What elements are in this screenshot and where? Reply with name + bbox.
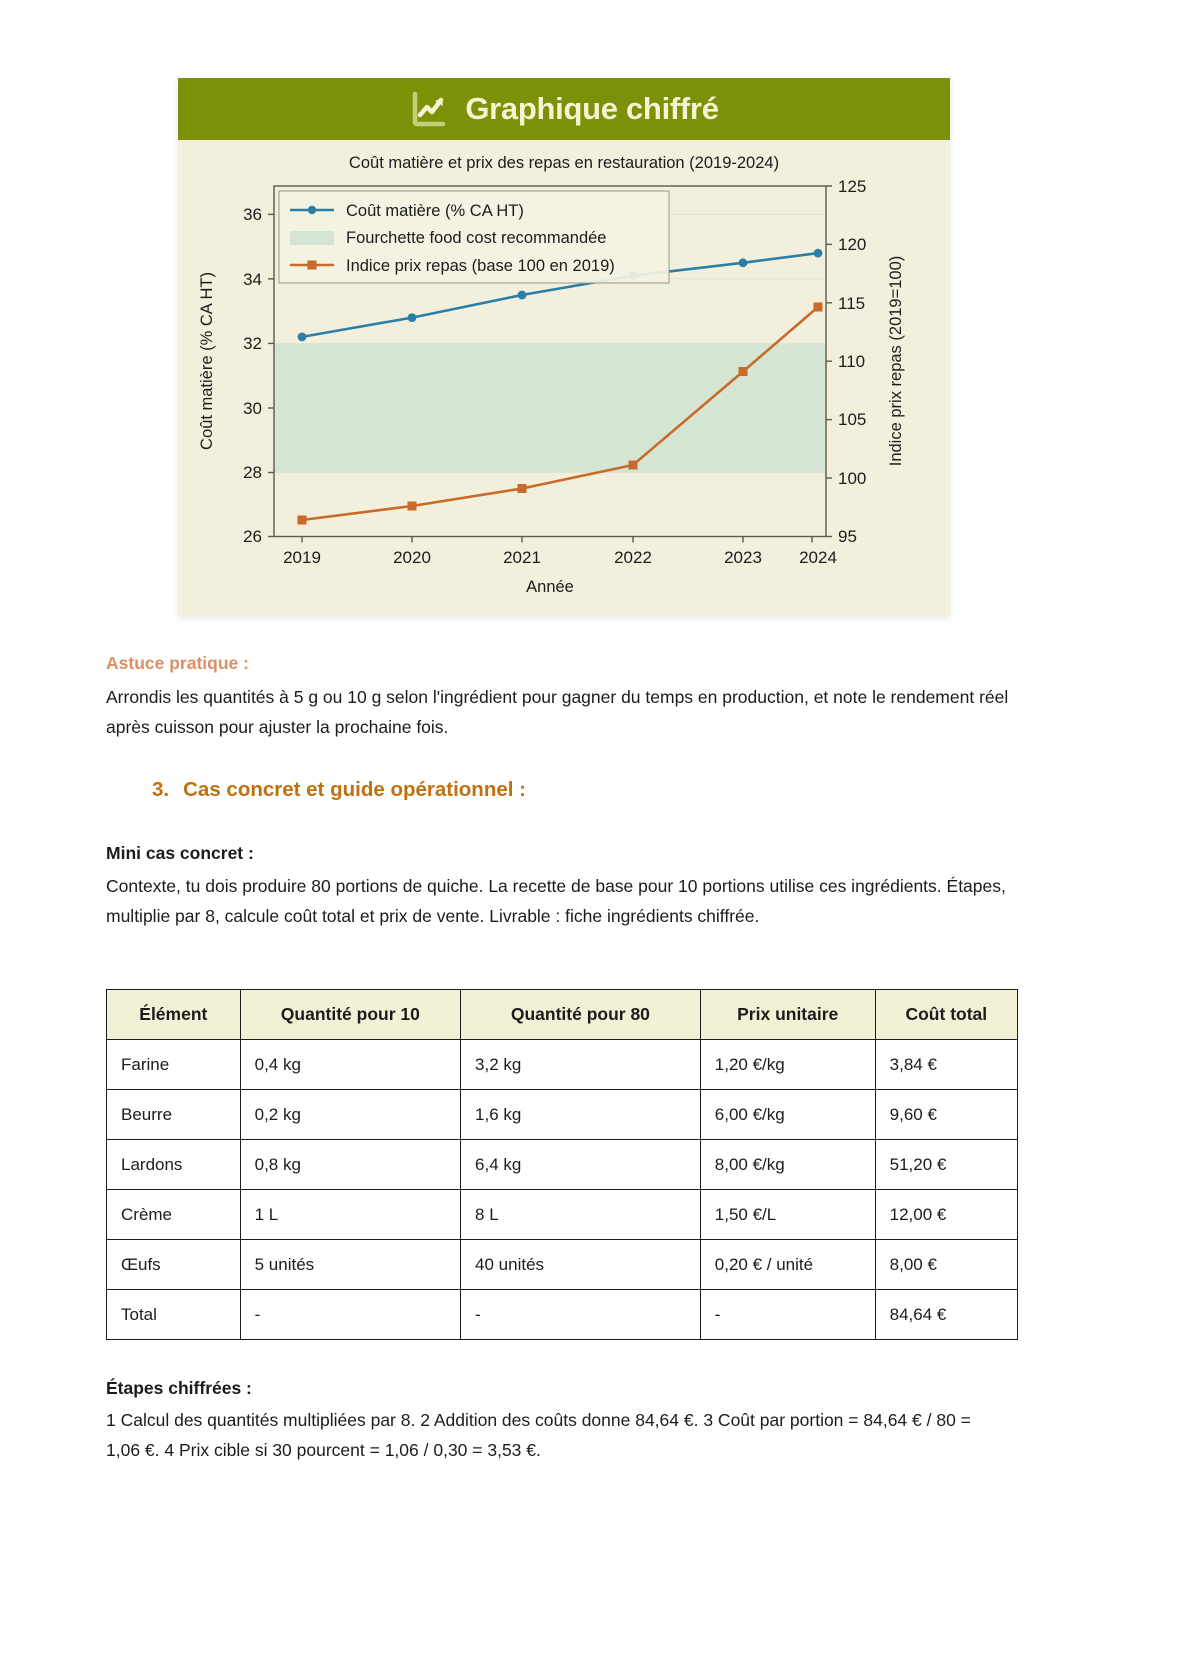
table-row	[107, 1140, 1018, 1190]
cell-element: Total	[107, 1290, 241, 1340]
table-header-totalcost: Coût total	[875, 990, 1017, 1040]
svg-text:2024: 2024	[799, 548, 837, 567]
cell-qty10: 0,2 kg	[240, 1090, 460, 1140]
cell-qty80: 40 unités	[461, 1240, 701, 1290]
chart-card	[178, 78, 950, 616]
svg-text:26: 26	[243, 527, 262, 546]
table-row	[107, 1240, 1018, 1290]
chart-banner	[178, 78, 950, 140]
svg-text:28: 28	[243, 463, 262, 482]
cell-qty10: 1 L	[240, 1190, 460, 1240]
svg-text:115: 115	[838, 294, 866, 313]
case-label: Mini cas concret :	[106, 843, 254, 863]
cell-qty10: 5 unités	[240, 1240, 460, 1290]
x-axis	[283, 537, 837, 597]
svg-text:2023: 2023	[724, 548, 762, 567]
svg-text:95: 95	[838, 527, 857, 546]
cell-element: Œufs	[107, 1240, 241, 1290]
table-row	[107, 1090, 1018, 1140]
svg-text:120: 120	[838, 235, 867, 254]
steps-label: Étapes chiffrées :	[106, 1378, 252, 1398]
cell-qty80: -	[461, 1290, 701, 1340]
cell-qty80: 3,2 kg	[461, 1040, 701, 1090]
cell-qty10: 0,4 kg	[240, 1040, 460, 1090]
svg-text:32: 32	[243, 334, 262, 353]
cell-qty80: 6,4 kg	[461, 1140, 701, 1190]
cell-qty10: -	[240, 1290, 460, 1340]
cell-unitprice: -	[700, 1290, 875, 1340]
cell-totalcost: 84,64 €	[875, 1290, 1017, 1340]
cell-qty10: 0,8 kg	[240, 1140, 460, 1190]
legend-item-indice-prix: Indice prix repas (base 100 en 2019)	[346, 257, 615, 275]
chart-plot	[178, 140, 950, 616]
y-axis-left	[198, 205, 274, 546]
svg-text:100: 100	[838, 469, 867, 488]
table-row	[107, 1040, 1018, 1090]
tip-label: Astuce pratique :	[106, 653, 249, 673]
cell-unitprice: 6,00 €/kg	[700, 1090, 875, 1140]
y-axis-right	[826, 177, 905, 546]
cell-element: Crème	[107, 1190, 241, 1240]
svg-text:110: 110	[838, 352, 866, 371]
cell-qty80: 8 L	[461, 1190, 701, 1240]
cell-element: Lardons	[107, 1140, 241, 1190]
cell-totalcost: 12,00 €	[875, 1190, 1017, 1240]
cell-qty80: 1,6 kg	[461, 1090, 701, 1140]
table-body	[107, 1040, 1018, 1340]
tip-text: Arrondis les quantités à 5 g ou 10 g selon l'ingrédient pour gagner du temps en production, et note le rendement réel après cuisson pour ajuster la prochaine fois.	[106, 687, 1009, 737]
cell-unitprice: 1,50 €/L	[700, 1190, 875, 1240]
table-header-row	[107, 990, 1018, 1040]
legend-item-cout-matiere: Coût matière (% CA HT)	[346, 202, 524, 220]
section-heading	[152, 778, 526, 802]
table-header-unitprice: Prix unitaire	[700, 990, 875, 1040]
line-chart-icon	[409, 89, 449, 129]
cost-table	[106, 989, 1018, 1340]
cell-totalcost: 3,84 €	[875, 1040, 1017, 1090]
svg-text:2021: 2021	[503, 548, 541, 567]
cell-unitprice: 0,20 € / unité	[700, 1240, 875, 1290]
y-axis-right-label: Indice prix repas (2019=100)	[887, 255, 905, 467]
table-header-element: Élément	[107, 990, 241, 1040]
chart-title: Coût matière et prix des repas en restauration (2019-2024)	[348, 154, 780, 172]
cell-element: Farine	[107, 1040, 241, 1090]
x-axis-label: Année	[526, 578, 574, 596]
legend-item-fourchette: Fourchette food cost recommandée	[346, 229, 607, 247]
svg-text:34: 34	[243, 270, 262, 289]
table-row	[107, 1190, 1018, 1240]
section-title: Cas concret et guide opérationnel :	[183, 778, 526, 801]
chart-body	[178, 140, 950, 616]
table-row-total	[107, 1290, 1018, 1340]
chart-banner-title: Graphique chiffré	[465, 91, 719, 126]
cell-unitprice: 1,20 €/kg	[700, 1040, 875, 1090]
steps-text: 1 Calcul des quantités multipliées par 8. 2 Addition des coûts donne 84,64 €. 3 Coût par portion = 84,64 € / 80 = 1,06 €. 4 Prix cible si 30 pourcent = 1,06 / 0,30 = 3,53 €.	[106, 1410, 971, 1460]
svg-text:2019: 2019	[283, 548, 321, 567]
svg-text:2022: 2022	[614, 548, 652, 567]
table-header-qty10: Quantité pour 10	[240, 990, 460, 1040]
case-text: Contexte, tu dois produire 80 portions de quiche. La recette de base pour 10 portions utilise ces ingrédients. Étapes, multiplie par 8, calcule coût total et prix de vente. Livrable : fiche ingrédients chiffrée.	[106, 876, 1006, 926]
svg-text:125: 125	[838, 177, 867, 196]
cell-unitprice: 8,00 €/kg	[700, 1140, 875, 1190]
svg-text:36: 36	[243, 205, 262, 224]
cell-element: Beurre	[107, 1090, 241, 1140]
section-number: 3.	[152, 778, 170, 801]
cell-totalcost: 9,60 €	[875, 1090, 1017, 1140]
chart-legend	[279, 191, 669, 283]
svg-text:2020: 2020	[393, 548, 431, 567]
cell-totalcost: 8,00 €	[875, 1240, 1017, 1290]
cell-totalcost: 51,20 €	[875, 1140, 1017, 1190]
y-axis-left-label: Coût matière (% CA HT)	[198, 272, 216, 450]
table-header-qty80: Quantité pour 80	[461, 990, 701, 1040]
svg-text:105: 105	[838, 410, 867, 429]
svg-text:30: 30	[243, 399, 262, 418]
